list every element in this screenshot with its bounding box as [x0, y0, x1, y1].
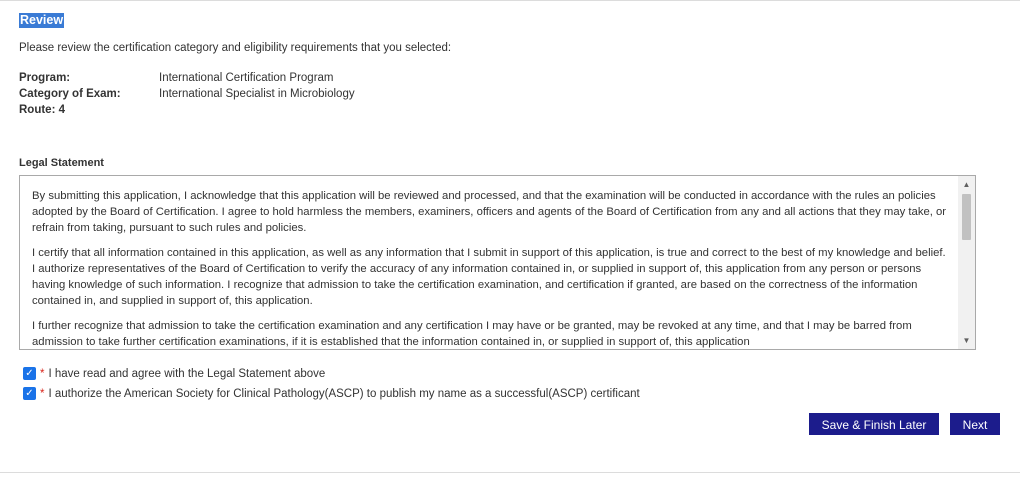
- category-label: Category of Exam:: [19, 88, 121, 100]
- scroll-down-icon[interactable]: ▼: [962, 336, 971, 345]
- legal-paragraph: By submitting this application, I acknowledge that this application will be reviewed and processed, and that the examination will be conducted in accordance with the rules an policies adopted by the Board of Certification. I agree to hold harmless the members, examiners, officers and agents of the Board of Certification from any and all actions that they may take, or refrain from taking, pursuant to such rules and policies.: [32, 190, 947, 234]
- legal-statement-heading: Legal Statement: [19, 157, 104, 169]
- scroll-thumb[interactable]: [962, 194, 971, 240]
- program-label: Program:: [19, 72, 71, 84]
- legal-statement-text: [32, 188, 947, 348]
- authorize-publish-label[interactable]: I authorize the American Society for Clinical Pathology(ASCP) to publish my name as a successful(ASCP) certificant: [48, 387, 640, 400]
- required-marker: *: [40, 387, 45, 400]
- category-value: International Specialist in Microbiology: [159, 88, 355, 100]
- authorize-publish-row: [23, 387, 640, 400]
- program-value: International Certification Program: [159, 72, 334, 84]
- agree-legal-label[interactable]: I have read and agree with the Legal Statement above: [48, 367, 326, 380]
- legal-statement-box[interactable]: [19, 175, 976, 350]
- next-button[interactable]: Next: [950, 413, 1000, 435]
- route-label: Route: 4: [19, 104, 65, 116]
- legal-paragraph: I certify that all information contained in this application, as well as any information that I submit in support of this application, is true and correct to the best of my knowledge and belief. I authorize representatives of the Board of Certification to verify the accuracy of any information contained in, or supplied in support of, this application from any person or persons having knowledge of such information. I recognize that admission to take the certification examination, and certification if granted, are based on the correctness of the information contained in, and supplied in support of, this application.: [32, 247, 946, 307]
- scroll-up-icon[interactable]: ▲: [962, 180, 971, 189]
- legal-scrollbar[interactable]: [958, 176, 975, 349]
- save-finish-later-button[interactable]: Save & Finish Later: [809, 413, 939, 435]
- required-marker: *: [40, 367, 45, 380]
- route-row: [19, 102, 355, 118]
- program-row: [19, 70, 355, 86]
- authorize-publish-checkbox[interactable]: ✓: [23, 387, 36, 400]
- top-divider: [0, 0, 1020, 1]
- intro-text: Please review the certification category and eligibility requirements that you selected:: [19, 42, 452, 54]
- agree-legal-checkbox[interactable]: ✓: [23, 367, 36, 380]
- page-title: Review: [20, 13, 64, 27]
- agree-legal-row: [23, 367, 325, 380]
- legal-paragraph: I further recognize that admission to take the certification examination and any certification I may have or be granted, may be revoked at any time, and that I may be barred from admission to take further certification examinations, if it is established that the information contained in, or supplied in support of, this application: [32, 320, 912, 348]
- bottom-divider: [0, 472, 1020, 473]
- selection-summary: [19, 70, 355, 118]
- category-row: [19, 86, 355, 102]
